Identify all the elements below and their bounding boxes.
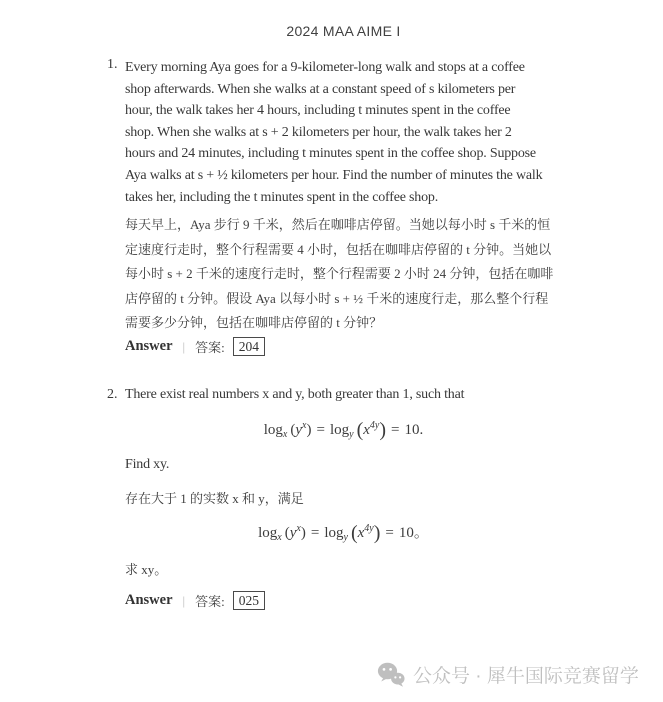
- equation-chinese: [107, 521, 580, 545]
- eq-token: log: [258, 525, 278, 541]
- eq-token: 4y: [364, 523, 374, 534]
- problem-2-english-intro: There exist real numbers x and y, both greater than 1, such that: [125, 387, 465, 402]
- page-title: 2024 MAA AIME I: [286, 23, 401, 39]
- problem-1-line: hour, the walk takes her 4 hours, including t minutes spent in the coffee: [125, 103, 511, 119]
- answer-label-chinese: 答案:: [195, 340, 225, 355]
- problem-1-line: shop. When she walks at s + 2 kilometers per hour, the walk takes her 2: [125, 124, 512, 140]
- answer-separator: |: [182, 338, 186, 354]
- watermark: [377, 661, 639, 688]
- eq-token: (: [356, 419, 364, 441]
- eq-token: y: [289, 525, 297, 541]
- problem-1-chinese-line: 每天早上，Aya 步行 9 千米，然后在咖啡店停留。当她以每小时 s 千米的恒: [125, 217, 551, 232]
- problem-1-chinese-line: 定速度行走时，整个行程需要 4 小时，包括在咖啡店停留的 t 分钟。当她以: [125, 241, 552, 257]
- eq-token: log: [263, 422, 283, 438]
- problem-1-line: takes her, including the t minutes spent in the coffee shop.: [125, 189, 438, 205]
- eq-token: x: [357, 525, 365, 541]
- eq-token: (: [350, 522, 358, 544]
- problem-2-find: Find xy.: [125, 457, 170, 472]
- problem-1-answer-value: 204: [233, 337, 265, 356]
- eq-token: x: [296, 523, 301, 534]
- problem-1-line: hours and 24 minutes, including t minutes spent in the coffee shop. Suppose: [125, 146, 536, 162]
- problem-1-chinese-line: 需要多少分钟，包括在咖啡店停留的 t 分钟？: [125, 315, 383, 331]
- eq-token: ): [373, 522, 381, 544]
- eq-token: x: [277, 532, 282, 543]
- eq-token: =: [316, 422, 325, 438]
- problem-2-chinese-find: 求 xy。: [125, 562, 168, 577]
- eq-token: x: [282, 429, 288, 440]
- eq-token: y: [295, 422, 303, 438]
- problem-1-line: shop afterwards. When she walks at a constant speed of s kilometers per: [125, 81, 516, 97]
- problem-1-number: 1.: [107, 57, 118, 72]
- problem-1-chinese-line: 每小时 s + 2 千米的速度行走时，整个行程需要 2 小时 24 分钟，包括在咖啡: [125, 266, 554, 282]
- eq-token: ): [306, 422, 312, 438]
- answer-label: Answer: [125, 338, 173, 354]
- problem-2-answer-value: 025: [233, 591, 265, 610]
- problem-1-line: Aya walks at s + ½ kilometers per hour. Find the number of minutes the walk: [125, 167, 543, 183]
- problem-1-english: [125, 57, 590, 208]
- problem-2-number: 2.: [107, 387, 118, 402]
- problem-1-chinese-line: 店停留的 t 分钟。假设 Aya 以每小时 s + ½ 千米的速度行走，那么整个行程: [125, 290, 549, 306]
- problem-2-answer-row: [125, 591, 265, 610]
- eq-token: =: [385, 525, 394, 541]
- equation-english: [107, 419, 580, 442]
- answer-separator: |: [182, 592, 186, 608]
- eq-token: 4y: [369, 420, 380, 431]
- eq-token: 10.: [404, 422, 424, 438]
- answer-label-chinese: 答案:: [195, 594, 225, 609]
- wechat-icon: [377, 662, 405, 688]
- answer-label: Answer: [125, 592, 173, 608]
- eq-token: y: [343, 532, 348, 543]
- eq-token: x: [363, 422, 370, 438]
- eq-token: (: [284, 525, 290, 541]
- eq-token: log: [324, 525, 344, 541]
- eq-token: =: [310, 525, 320, 541]
- problem-1-chinese: [125, 213, 590, 336]
- eq-token: log: [329, 422, 350, 438]
- eq-token: =: [391, 422, 400, 438]
- problem-1-answer-row: [125, 337, 265, 356]
- eq-token: y: [349, 429, 354, 440]
- watermark-text: 公众号 · 犀牛国际竞赛留学: [413, 666, 639, 687]
- eq-token: x: [302, 420, 307, 431]
- eq-token: 10。: [398, 525, 429, 541]
- problem-1-line: Every morning Aya goes for a 9-kilometer-long walk and stops at a coffee: [125, 60, 525, 75]
- eq-token: ): [379, 419, 387, 441]
- eq-token: ): [300, 525, 306, 541]
- problem-2-chinese-intro: 存在大于 1 的实数 x 和 y，满足: [125, 491, 304, 506]
- eq-token: (: [290, 422, 296, 438]
